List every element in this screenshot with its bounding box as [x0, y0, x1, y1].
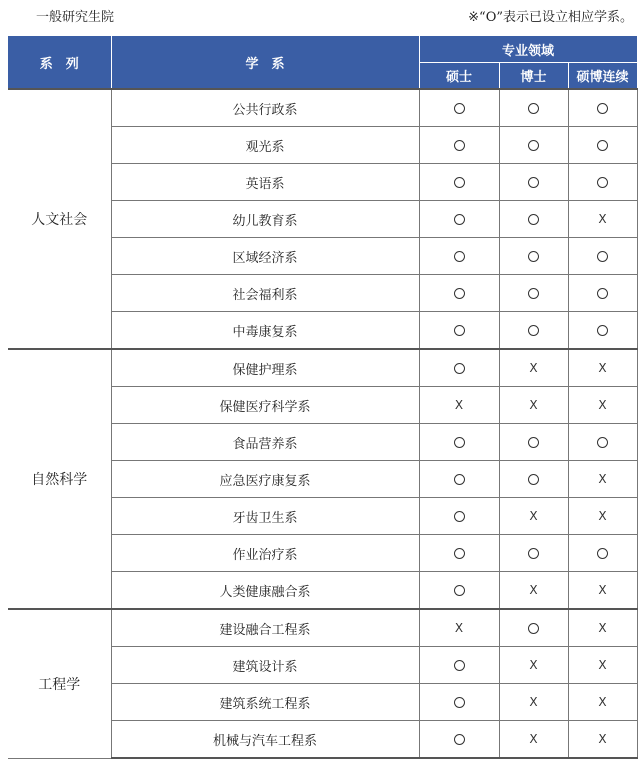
availability-cell — [419, 721, 499, 759]
offered-circle-icon — [597, 177, 608, 188]
availability-cell — [499, 461, 568, 498]
availability-cell — [419, 609, 499, 647]
availability-cell — [568, 572, 637, 610]
offered-circle-icon — [454, 474, 465, 485]
offered-circle-icon — [454, 140, 465, 151]
department-cell: 机械与汽车工程系 — [111, 721, 419, 759]
series-cell: 自然科学 — [8, 349, 111, 609]
availability-cell — [568, 684, 637, 721]
series-cell: 工程学 — [8, 609, 111, 758]
table-row — [8, 349, 637, 387]
school-label: 一般研究生院 — [36, 10, 115, 25]
not-offered-x-icon: X — [529, 360, 538, 375]
availability-cell — [499, 349, 568, 387]
col-header-field: 专业领域 — [419, 36, 637, 63]
availability-cell — [499, 572, 568, 610]
availability-cell — [419, 424, 499, 461]
not-offered-x-icon: X — [598, 731, 607, 746]
availability-cell — [499, 684, 568, 721]
availability-cell — [419, 312, 499, 350]
availability-cell — [568, 89, 637, 127]
availability-cell — [419, 647, 499, 684]
not-offered-x-icon: X — [598, 508, 607, 523]
department-cell: 建筑系统工程系 — [111, 684, 419, 721]
availability-cell — [499, 647, 568, 684]
offered-circle-icon — [454, 437, 465, 448]
availability-cell — [568, 721, 637, 759]
not-offered-x-icon: X — [529, 731, 538, 746]
availability-cell — [499, 201, 568, 238]
department-cell: 建设融合工程系 — [111, 609, 419, 647]
availability-cell — [419, 535, 499, 572]
availability-cell — [419, 572, 499, 610]
not-offered-x-icon: X — [598, 471, 607, 486]
not-offered-x-icon: X — [598, 657, 607, 672]
offered-circle-icon — [454, 511, 465, 522]
availability-cell — [568, 647, 637, 684]
department-cell: 保健护理系 — [111, 349, 419, 387]
not-offered-x-icon: X — [454, 620, 464, 635]
availability-cell — [499, 89, 568, 127]
availability-cell — [499, 164, 568, 201]
offered-circle-icon — [528, 474, 539, 485]
offered-circle-icon — [528, 325, 539, 336]
offered-circle-icon — [454, 103, 465, 114]
col-header-series: 系 列 — [8, 36, 111, 90]
offered-circle-icon — [528, 288, 539, 299]
department-cell: 人类健康融合系 — [111, 572, 419, 610]
col-header-doctor: 博士 — [499, 63, 568, 90]
col-header-dept: 学 系 — [111, 36, 419, 90]
not-offered-x-icon: X — [598, 694, 607, 709]
offered-circle-icon — [528, 214, 539, 225]
offered-circle-icon — [454, 697, 465, 708]
offered-circle-icon — [597, 251, 608, 262]
legend-note: ※“O”表示已设立相应学系。 — [468, 10, 633, 25]
availability-cell — [568, 312, 637, 350]
offered-circle-icon — [454, 177, 465, 188]
not-offered-x-icon: X — [529, 582, 538, 597]
availability-cell — [568, 535, 637, 572]
program-table — [8, 35, 638, 759]
availability-cell — [419, 201, 499, 238]
table-row — [8, 609, 637, 647]
availability-cell — [568, 238, 637, 275]
availability-cell — [419, 461, 499, 498]
department-cell: 建筑设计系 — [111, 647, 419, 684]
offered-circle-icon — [528, 437, 539, 448]
offered-circle-icon — [528, 140, 539, 151]
availability-cell — [499, 424, 568, 461]
department-cell: 保健医疗科学系 — [111, 387, 419, 424]
series-cell: 人文社会 — [8, 89, 111, 349]
availability-cell — [419, 275, 499, 312]
availability-cell — [499, 387, 568, 424]
availability-cell — [568, 201, 637, 238]
offered-circle-icon — [528, 548, 539, 559]
availability-cell — [568, 275, 637, 312]
availability-cell — [568, 164, 637, 201]
offered-circle-icon — [597, 288, 608, 299]
department-cell: 作业治疗系 — [111, 535, 419, 572]
department-cell: 社会福利系 — [111, 275, 419, 312]
table-row — [8, 89, 637, 127]
offered-circle-icon — [597, 437, 608, 448]
department-cell: 英语系 — [111, 164, 419, 201]
table-header — [8, 36, 637, 90]
offered-circle-icon — [454, 214, 465, 225]
availability-cell — [419, 164, 499, 201]
offered-circle-icon — [528, 177, 539, 188]
offered-circle-icon — [454, 288, 465, 299]
not-offered-x-icon: X — [598, 620, 607, 635]
offered-circle-icon — [454, 251, 465, 262]
availability-cell — [568, 387, 637, 424]
offered-circle-icon — [454, 734, 465, 745]
availability-cell — [419, 349, 499, 387]
offered-circle-icon — [528, 103, 539, 114]
availability-cell — [419, 127, 499, 164]
availability-cell — [568, 349, 637, 387]
offered-circle-icon — [454, 548, 465, 559]
not-offered-x-icon: X — [598, 397, 607, 412]
department-cell: 观光系 — [111, 127, 419, 164]
not-offered-x-icon: X — [529, 508, 538, 523]
offered-circle-icon — [454, 363, 465, 374]
department-cell: 区域经济系 — [111, 238, 419, 275]
table-body — [8, 89, 637, 758]
offered-circle-icon — [454, 585, 465, 596]
offered-circle-icon — [528, 623, 539, 634]
department-cell: 幼儿教育系 — [111, 201, 419, 238]
offered-circle-icon — [597, 548, 608, 559]
availability-cell — [499, 535, 568, 572]
availability-cell — [568, 424, 637, 461]
department-cell: 牙齿卫生系 — [111, 498, 419, 535]
availability-cell — [419, 684, 499, 721]
department-cell: 应急医疗康复系 — [111, 461, 419, 498]
not-offered-x-icon: X — [454, 397, 464, 412]
availability-cell — [419, 387, 499, 424]
not-offered-x-icon: X — [598, 360, 607, 375]
availability-cell — [419, 238, 499, 275]
availability-cell — [568, 609, 637, 647]
availability-cell — [499, 238, 568, 275]
not-offered-x-icon: X — [598, 582, 607, 597]
availability-cell — [419, 498, 499, 535]
availability-cell — [499, 609, 568, 647]
department-cell: 食品营养系 — [111, 424, 419, 461]
not-offered-x-icon: X — [529, 397, 538, 412]
offered-circle-icon — [528, 251, 539, 262]
offered-circle-icon — [597, 140, 608, 151]
availability-cell — [419, 89, 499, 127]
offered-circle-icon — [454, 660, 465, 671]
not-offered-x-icon: X — [529, 657, 538, 672]
offered-circle-icon — [454, 325, 465, 336]
availability-cell — [568, 127, 637, 164]
availability-cell — [568, 498, 637, 535]
department-cell: 中毒康复系 — [111, 312, 419, 350]
offered-circle-icon — [597, 325, 608, 336]
availability-cell — [499, 275, 568, 312]
col-header-master: 硕士 — [419, 63, 499, 90]
availability-cell — [499, 498, 568, 535]
availability-cell — [568, 461, 637, 498]
availability-cell — [499, 127, 568, 164]
col-header-integrated: 硕博连续 — [568, 63, 637, 90]
offered-circle-icon — [597, 103, 608, 114]
not-offered-x-icon: X — [598, 211, 607, 226]
not-offered-x-icon: X — [529, 694, 538, 709]
department-cell: 公共行政系 — [111, 89, 419, 127]
availability-cell — [499, 312, 568, 350]
availability-cell — [499, 721, 568, 759]
